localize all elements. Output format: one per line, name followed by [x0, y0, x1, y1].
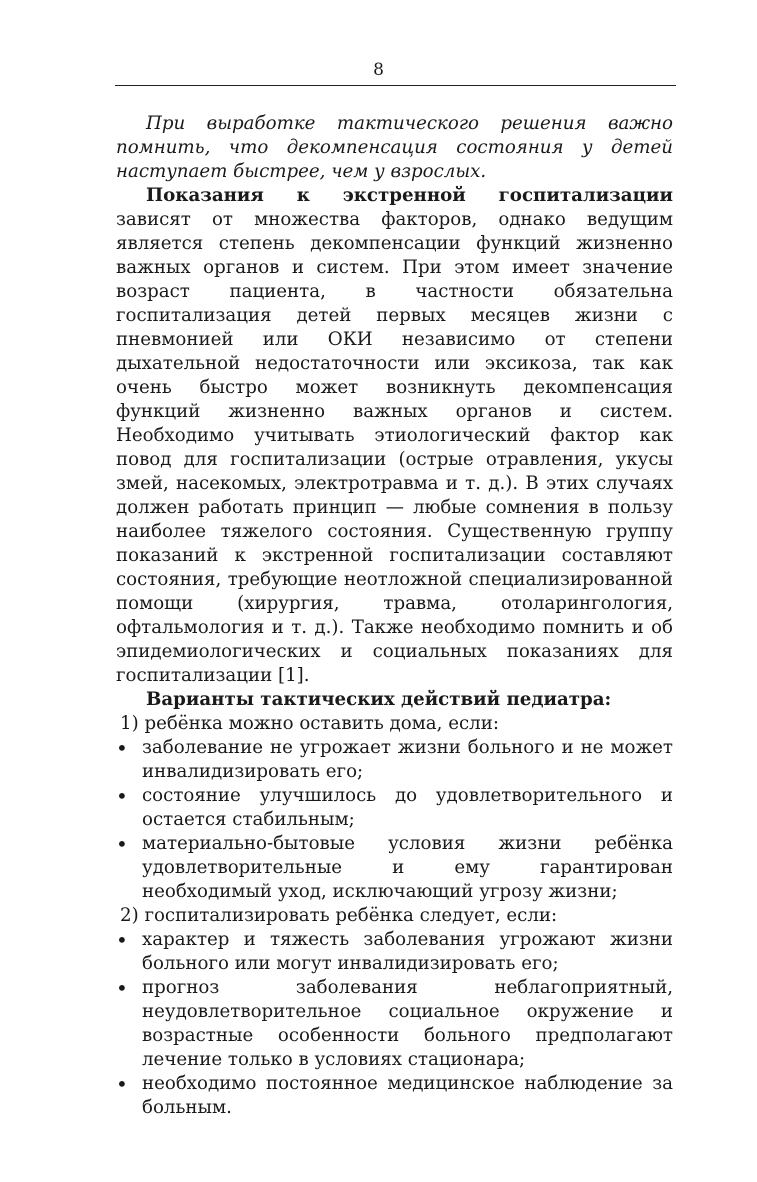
list-item-text: прогноз заболевания неблагоприятный, неудовлетворительное социальное окружение и возрастные особенности больного предполагают лечение только в условиях стационара; [142, 977, 673, 1070]
list-item-text: характер и тяжесть заболевания угрожают жизни больного или могут инвалидизировать его; [142, 929, 673, 974]
list-item [116, 976, 673, 1072]
list-item-text: состояние улучшилось до удовлетворительного и остается стабильным; [142, 785, 673, 830]
paragraph-body: зависят от множества факторов, однако ведущим является степень декомпенсации функций жизненно важных органов и систем. При этом имеет значение возраст пациента, в частности обязательна госпитализация детей первых месяцев жизни с пневмонией или ОКИ независимо от степени дыхательной недостаточности или эксикоза, так как очень быстро может возникнуть декомпенсация функций жизненно важных органов и систем. Необходимо учитывать этиологический фактор как повод для госпитализации (острые отравления, укусы змей, насекомых, электротравма и т. д.). В этих случаях должен работать принцип — любые сомнения в пользу наиболее тяжелого состояния. Существенную группу показаний к экстренной госпитализации составляют состояния, требующие неотложной специализированной помощи (хирургия, травма, отоларингология, офтальмология и т. д.). Также необходимо помнить и об эпидемиологических и социальных показаниях для госпитализации [1]. [116, 209, 673, 686]
page-content [116, 112, 673, 1120]
bullet-icon: • [116, 976, 128, 1000]
bullet-icon: • [116, 736, 128, 760]
bullet-icon: • [116, 928, 128, 952]
list-item [116, 832, 673, 904]
list-item-text: заболевание не угрожает жизни больного и не может инвалидизировать его; [142, 737, 673, 782]
intro-italic-paragraph: При выработке тактического решения важно помнить, что декомпенсация состояния у детей наступает быстрее, чем у взрослых. [116, 113, 673, 182]
list-item-text: материально-бытовые условия жизни ребёнка удовлетворительные и ему гарантирован необходимый уход, исключающий угрозу жизни; [142, 833, 673, 902]
list-item-text: необходимо постоянное медицинское наблюдение за больным. [142, 1073, 673, 1118]
page-number: 8 [373, 60, 384, 80]
option-1-label: 1) ребёнка можно оставить дома, если: [120, 713, 499, 734]
bullet-icon: • [116, 832, 128, 856]
list-item [116, 736, 673, 784]
option-2-list [116, 928, 673, 1120]
bullet-icon: • [116, 1072, 128, 1096]
list-item [116, 1072, 673, 1120]
hospitalization-indications-paragraph [116, 184, 673, 688]
list-item [116, 928, 673, 976]
bold-lead-term: Показания к экстренной госпитализации [146, 185, 673, 206]
bullet-icon: • [116, 784, 128, 808]
option-1-list [116, 736, 673, 904]
option-2-label: 2) госпитализировать ребёнка следует, если: [120, 905, 558, 926]
header-rule [115, 85, 676, 86]
variants-heading: Варианты тактических действий педиатра: [146, 689, 612, 710]
list-item [116, 784, 673, 832]
